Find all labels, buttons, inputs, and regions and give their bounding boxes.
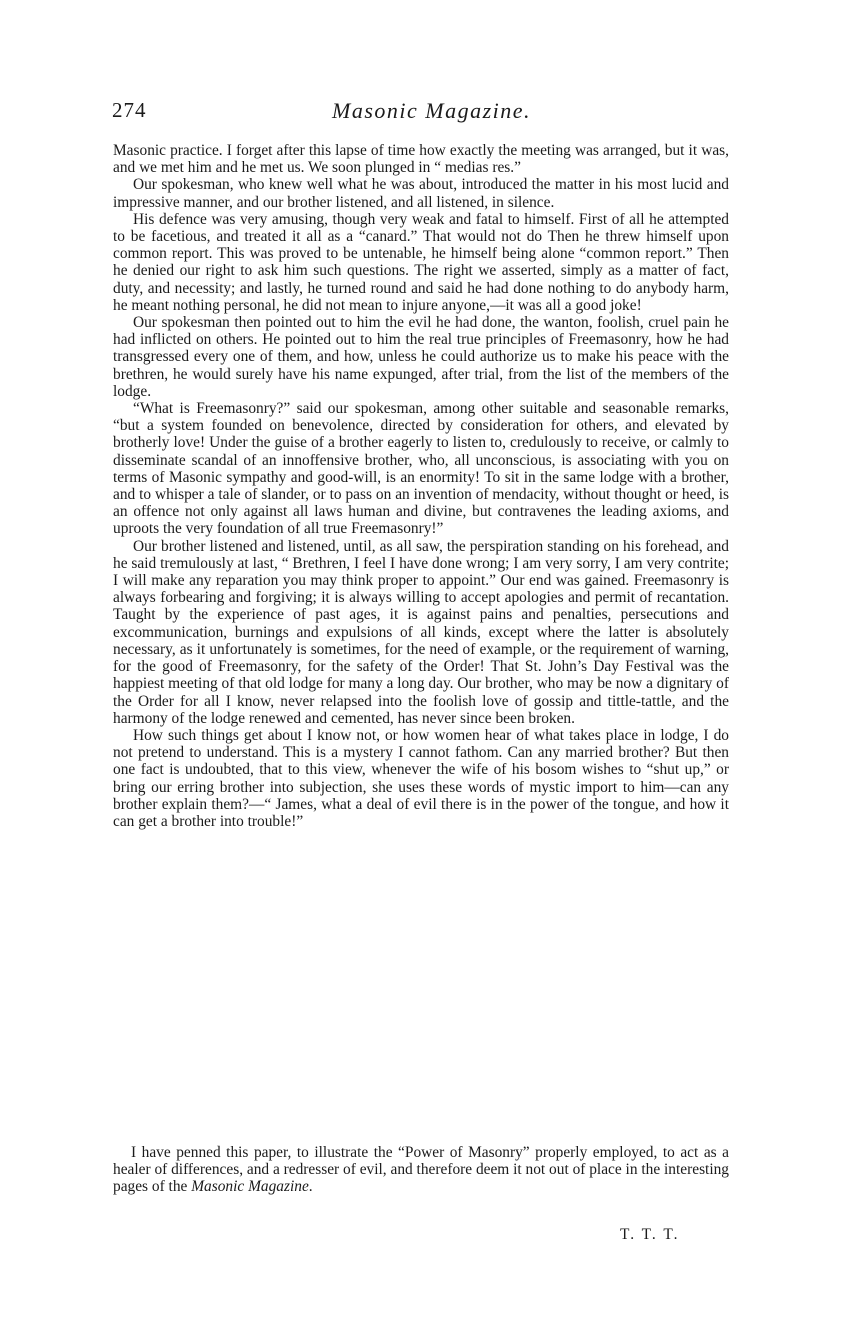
author-signature: T. T. T. — [620, 1226, 680, 1243]
paragraph: How such things get about I know not, or how women hear of what takes place in lodge, I do not pretend to understand. This is a mystery I cannot fathom. Can any married brother? But then one fact is undoubted, that to this view, whenever the wife of his bosom wishes to “shut up,” or bring our erring brother into subjection, she uses these words of mystic import to him—can any brother explain them?—“ James, what a deal of evil there is in the power of the tongue, and how it can get a brother into trouble!” — [113, 726, 729, 830]
paragraph: Masonic practice. I forget after this lapse of time how exactly the meeting was arranged, but it was, and we met him and he met us. We soon plunged in “ medias res.” — [113, 142, 729, 177]
paragraph: His defence was very amusing, though very weak and fatal to himself. First of all he attempted to be facetious, and treated it all as a “canard.” That would not do Then he threw himself upon common report. This was proved to be untenable, he himself being alone “common report.” Then he denied our right to ask him such questions. The right we asserted, simply as a matter of fact, duty, and necessity; and lastly, he turned round and said he had done nothing to do anybody harm, he meant nothing personal, he did not mean to injure anyone,—it was all a good joke! — [113, 210, 729, 314]
paragraph: Our spokesman then pointed out to him the evil he had done, the wanton, foolish, cruel pain he had inflicted on others. He pointed out to him the real true principles of Freemasonry, how he had transgressed every one of them, and how, unless he could authorize us to make his peace with the brethren, he would surely have his name expunged, after trial, from the list of the members of the lodge. — [113, 314, 729, 400]
page-number: 274 — [112, 98, 147, 122]
paragraph: Our brother listened and listened, until, as all saw, the perspiration standing on his forehead, and he said tremulously at last, “ Brethren, I feel I have done wrong; I am very sorry, I am very contrite; I will make any reparation you may think proper to appoint.” Our end was gained. Freemasonry is always forbearing and forgiving; it is always willing to accept apologies and permit of recantation. Taught by the experience of past ages, it is against pains and penalties, persecutions and excommunication, burnings and expulsions of all kinds, except where the latter is absolutely necessary, as it unfortunately is sometimes, for the need of example, or the requirement of warning, for the good of Freemasonry, for the safety of the Order! That St. John’s Day Festival was the happiest meeting of that old lodge for many a long day. Our brother, who may be now a dignitary of the Order for all I know, never relapsed into the foolish love of gossip and tittle-tattle, and the harmony of the lodge renewed and cemented, has never since been broken. — [113, 537, 729, 727]
closing-paragraph — [113, 1144, 729, 1196]
paragraph: “What is Freemasonry?” said our spokesman, among other suitable and seasonable remarks, “but a system founded on benevolence, directed by consideration for others, and elevated by brotherly love! Under the guise of a brother eagerly to listen to, credulously to receive, or calmly to disseminate scandal of an innoffensive brother, who, all unconscious, is associating with you on terms of Masonic sympathy and good-will, is an enormity! To sit in the same lodge with a brother, and to whisper a tale of slander, or to pass on an invention of mendacity, without thought or heed, is an offence not only against all laws human and divine, but contravenes the leading axioms, and uproots the very foundation of all true Freemasonry!” — [113, 400, 729, 538]
magazine-title-italic: Masonic Magazine — [191, 1178, 309, 1196]
paragraph: Our spokesman, who knew well what he was about, introduced the matter in his most lucid and impressive manner, and our brother listened, and all listened, in silence. — [113, 176, 729, 211]
article-body — [113, 142, 729, 830]
closing-text — [113, 1144, 729, 1196]
running-title: Masonic Magazine. — [332, 98, 532, 123]
closing-body: I have penned this paper, to illustrate the “Power of Masonry” properly employed, to act as a healer of differences, and a redresser of evil, and therefore deem it not out of place in the interesting pages of the — [113, 1144, 729, 1196]
closing-end: . — [308, 1178, 313, 1196]
page-header — [112, 98, 732, 130]
